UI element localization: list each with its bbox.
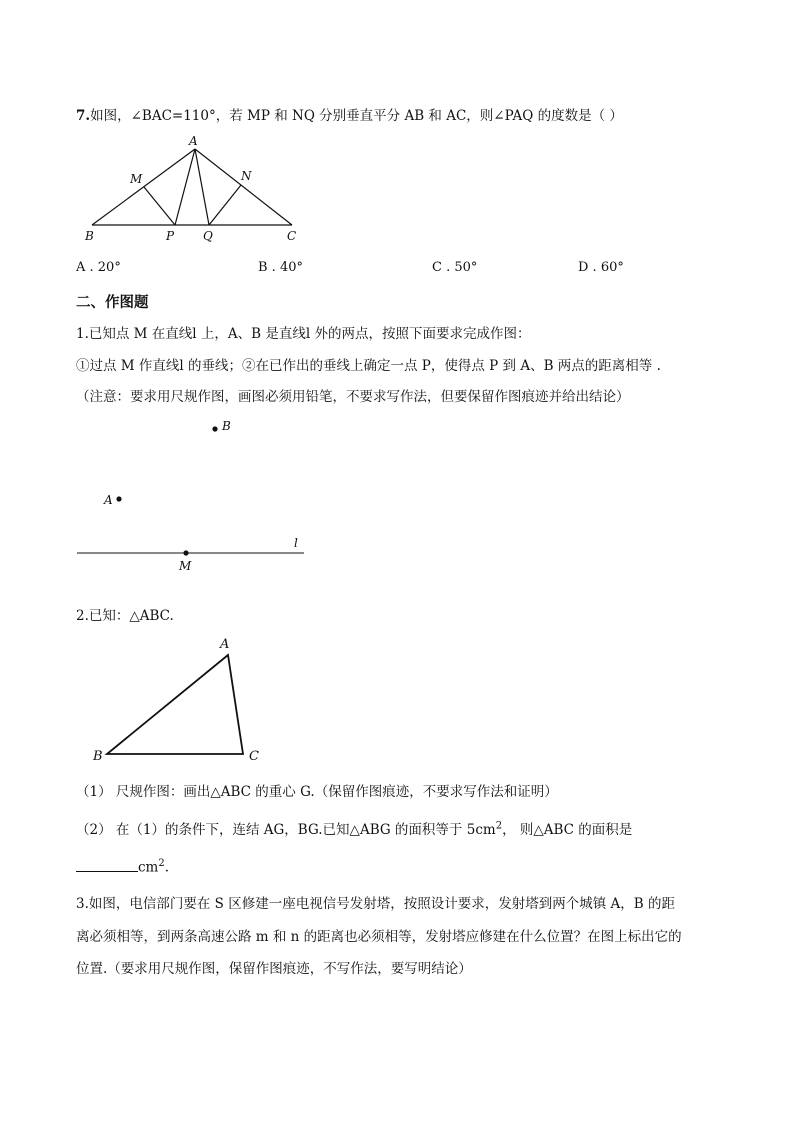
p2-answer: $cm^2$. [76,858,169,876]
option-d: D . 60° [578,260,624,275]
label-A: A [104,493,113,507]
label-C: C [249,749,259,764]
triangle-abc [107,655,243,754]
label-B: B [222,419,231,433]
label-M: M [130,172,143,186]
label-B: B [85,229,94,243]
p1-line2: ①过点 M 作直线l 的垂线；②在已作出的垂线上确定一点 P，使得点 P 到 A、B 两点的距离相等 . [76,358,661,374]
p1-line1: 1.已知点 M 在直线l 上，A、B 是直线l 外的两点，按照下面要求完成作图： [76,326,531,342]
p3-line2: 离必须相等，到两条高速公路 m 和 n 的距离也必须相等，发射塔应修建在什么位置？在图上标出它的 [76,929,682,945]
label-Q: Q [203,229,213,243]
section-title: 二、作图题 [76,295,149,311]
label-B: B [93,749,103,764]
p1-line3: （注意：要求用尺规作图，画图必须用铅笔，不要求写作法，但要保留作图痕迹并给出结论） [76,389,630,405]
answer-blank[interactable] [76,859,138,872]
option-b: B . 40° [258,260,303,275]
label-M: M [179,559,192,573]
label-C: C [287,229,297,243]
label-A: A [220,637,230,652]
p3-line1: 3.如图，电信部门要在 S 区修建一座电视信号发射塔，按照设计要求，发射塔到两个城镇 A，B 的距 [76,896,675,912]
p2-line1: 2.已知：△ABC. [76,608,174,624]
label-l: l [294,536,298,550]
label-P: P [166,229,175,243]
p2-sub1: （1） 尺规作图：画出△ABC 的重心 G.（保留作图痕迹，不要求写作法和证明） [76,784,558,800]
label-N: N [241,169,252,183]
p2-sub2: （2） 在（1）的条件下，连结 AG，BG.已知△ABG 的面积等于 $5cm^2$， 则△ABC 的面积是 [76,820,633,838]
p3-line3: 位置.（要求用尺规作图，保留作图痕迹，不写作法，要写明结论） [76,961,472,977]
option-c: C . 50° [432,260,478,275]
label-A: A [189,134,198,148]
q7-text: 7.如图，∠BAC=110°，若 MP 和 NQ 分别垂直平分 AB 和 AC，则∠PAQ 的度数是（ ） [76,108,623,124]
option-a: A . 20° [76,260,121,275]
